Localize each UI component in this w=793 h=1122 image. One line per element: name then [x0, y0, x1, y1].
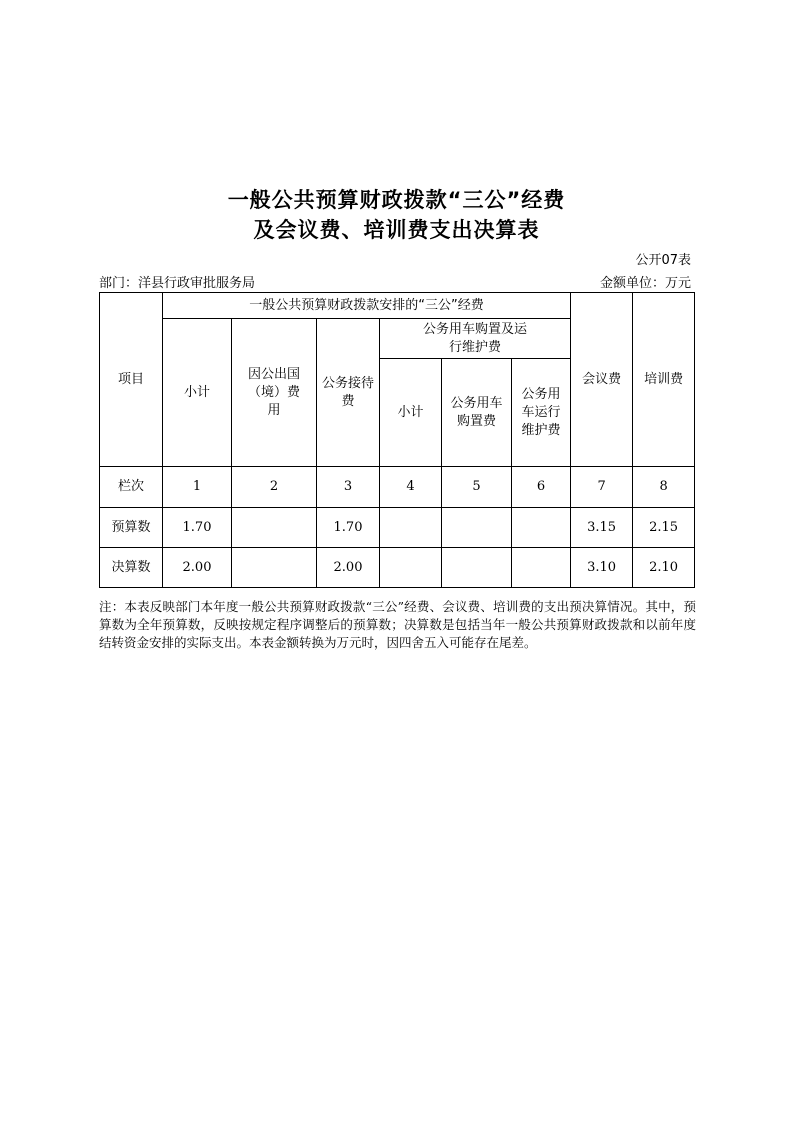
- header-training: 培训费: [633, 293, 695, 467]
- cell: 6: [512, 467, 571, 508]
- row-label-budget: 预算数: [100, 508, 163, 548]
- cell: 1: [163, 467, 232, 508]
- cell: 3.10: [571, 548, 633, 588]
- title-line-1: 一般公共预算财政拨款“三公”经费: [227, 188, 566, 212]
- cell: [380, 508, 442, 548]
- cell: 2.00: [317, 548, 380, 588]
- cell: [232, 548, 317, 588]
- row-label-actual: 决算数: [100, 548, 163, 588]
- footnote: 注：本表反映部门本年度一般公共预算财政拨款“三公”经费、会议费、培训费的支出预决算情况。其中，预算数为全年预算数，反映按规定程序调整后的预算数；决算数是包括当年一般公共预算财政拨款和以前年度结转资金安排的实际支出。本表金额转换为万元时，因四舍五入可能存在尾差。: [99, 599, 696, 650]
- department-label: 部门：洋县行政审批服务局: [99, 276, 256, 291]
- cell: [512, 548, 571, 588]
- cell: [442, 548, 512, 588]
- cell: 2.00: [163, 548, 232, 588]
- unit-label: 金额单位：万元: [599, 276, 691, 291]
- header-reception: 公务接待费: [317, 319, 380, 467]
- cell: [512, 508, 571, 548]
- cell: [380, 548, 442, 588]
- cell: 2.10: [633, 548, 695, 588]
- row-label-columns: 栏次: [100, 467, 163, 508]
- cell: 3.15: [571, 508, 633, 548]
- cell: 1.70: [163, 508, 232, 548]
- table-row: [100, 467, 695, 508]
- header-vehicle-subtotal: 小计: [380, 359, 442, 467]
- header-subtotal: 小计: [163, 319, 232, 467]
- cell: [232, 508, 317, 548]
- cell: 7: [571, 467, 633, 508]
- cell: 4: [380, 467, 442, 508]
- header-item: 项目: [100, 293, 163, 467]
- header-vehicle-group: 公务用车购置及运行维护费: [380, 319, 571, 359]
- header-vehicle-purchase: 公务用车购置费: [442, 359, 512, 467]
- cell: [442, 508, 512, 548]
- header-abroad: 因公出国（境）费用: [232, 319, 317, 467]
- table-code: 公开07表: [635, 253, 691, 268]
- table-row: [100, 548, 695, 588]
- header-three-public-group: 一般公共预算财政拨款安排的“三公”经费: [163, 293, 571, 319]
- cell: 5: [442, 467, 512, 508]
- expense-table: [99, 292, 695, 588]
- cell: 2: [232, 467, 317, 508]
- header-meeting: 会议费: [571, 293, 633, 467]
- cell: 3: [317, 467, 380, 508]
- cell: 8: [633, 467, 695, 508]
- title-line-2: 及会议费、培训费支出决算表: [253, 218, 540, 242]
- cell: 1.70: [317, 508, 380, 548]
- cell: 2.15: [633, 508, 695, 548]
- table-row: [100, 508, 695, 548]
- header-vehicle-operation: 公务用车运行维护费: [512, 359, 571, 467]
